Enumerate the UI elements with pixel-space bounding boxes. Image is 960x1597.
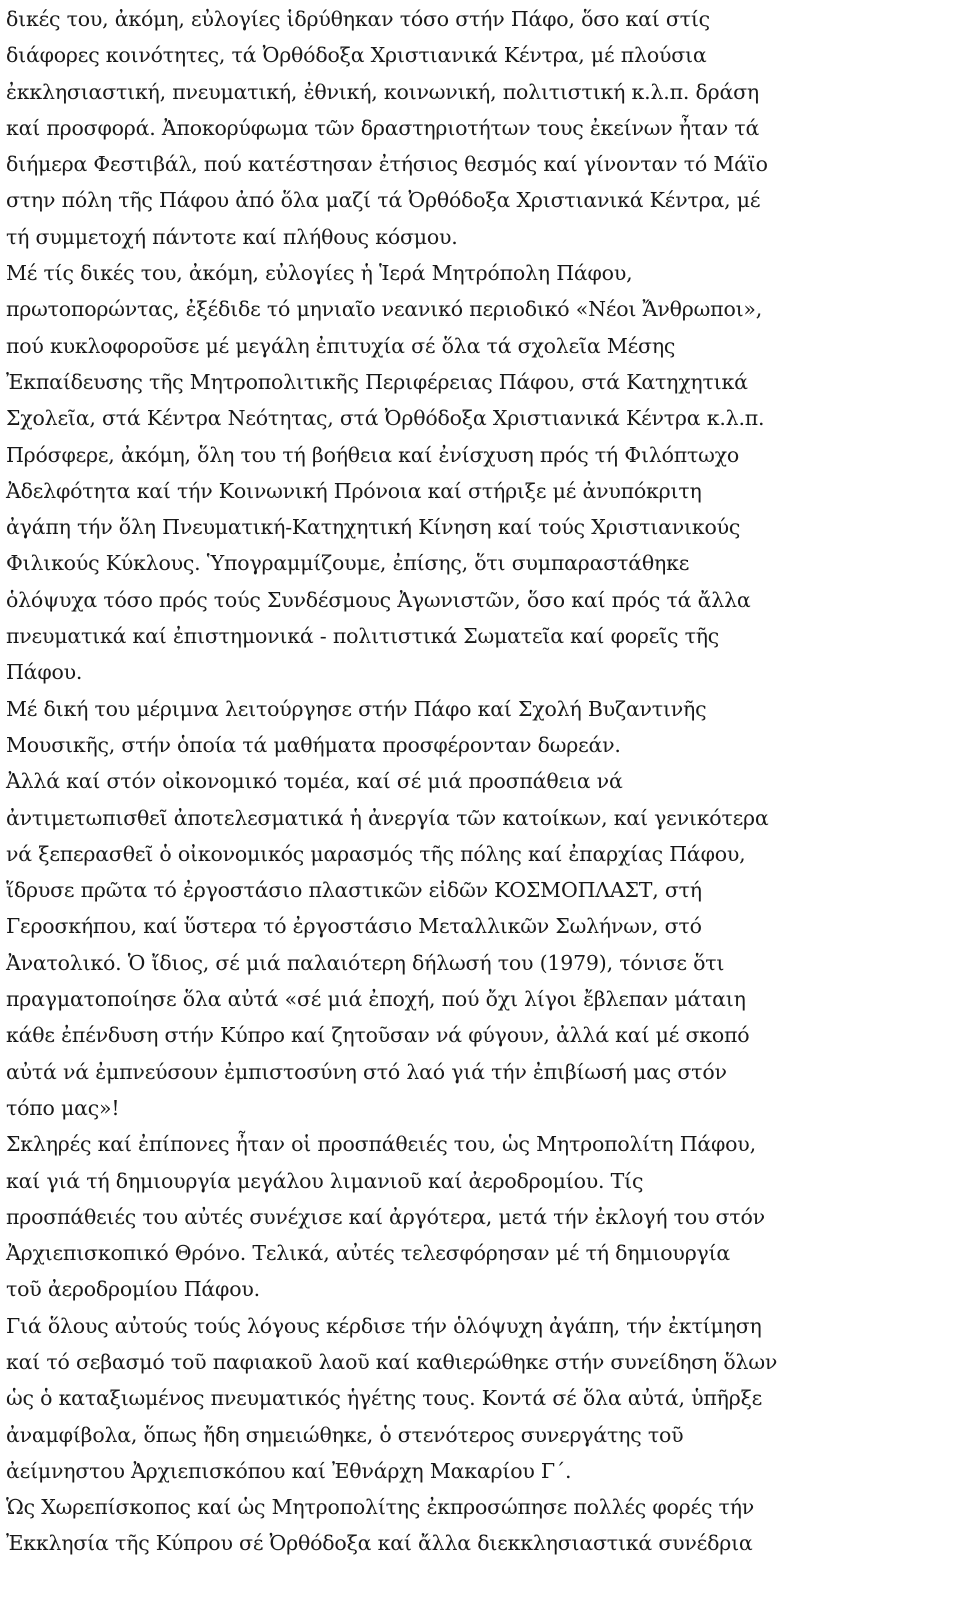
text-line: ὡς ὁ καταξιωμένος πνευματικός ἡγέτης τους. Κοντά σέ ὅλα αὐτά, ὑπῆρξε — [6, 1386, 763, 1411]
text-line: πρωτοπορώντας, ἐξέδιδε τό μηνιαῖο νεανικό περιοδικό «Νέοι Ἄνθρωποι», — [6, 297, 763, 322]
text-line: πού κυκλοφοροῦσε μέ μεγάλη ἐπιτυχία σέ ὅλα τά σχολεῖα Μέσης — [6, 333, 676, 358]
text-line: πνευματικά καί ἐπιστημονικά - πολιτιστικά Σωματεῖα καί φορεῖς τῆς — [6, 624, 720, 649]
document-body-text — [6, 1, 956, 1562]
text-line: Μέ δική του μέριμνα λειτούργησε στήν Πάφο καί Σχολή Βυζαντινῆς — [6, 696, 707, 721]
text-line: τοῦ ἀεροδρομίου Πάφου. — [6, 1277, 260, 1302]
text-line: αὐτά νά ἐμπνεύσουν ἐμπιστοσύνη στό λαό γιά τήν ἐπιβίωσή μας στόν — [6, 1059, 727, 1084]
text-line: Πάφου. — [6, 660, 83, 685]
text-line: καί προσφορά. Ἀποκορύφωμα τῶν δραστηριοτήτων τους ἐκείνων ἦταν τά — [6, 115, 760, 140]
text-line: διάφορες κοινότητες, τά Ὀρθόδοξα Χριστιανικά Κέντρα, μέ πλούσια — [6, 43, 707, 68]
text-line: Ἀλλά καί στόν οἰκονομικό τομέα, καί σέ μιά προσπάθεια νά — [6, 769, 623, 794]
text-line: ἀντιμετωπισθεῖ ἀποτελεσματικά ἡ ἀνεργία τῶν κατοίκων, καί γενικότερα — [6, 805, 769, 830]
text-line: ὁλόψυχα τόσο πρός τούς Συνδέσμους Ἀγωνιστῶν, ὅσο καί πρός τά ἄλλα — [6, 587, 751, 612]
text-line: στην πόλη τῆς Πάφου ἀπό ὅλα μαζί τά Ὀρθόδοξα Χριστιανικά Κέντρα, μέ — [6, 188, 761, 213]
text-line: Σκληρές καί ἐπίπονες ἦταν οἱ προσπάθειές του, ὡς Μητροπολίτη Πάφου, — [6, 1132, 756, 1157]
text-line: ἀείμνηστου Ἀρχιεπισκόπου καί Ἐθνάρχη Μακαρίου Γ΄. — [6, 1458, 572, 1483]
text-line: Ἀνατολικό. Ὁ ἴδιος, σέ μιά παλαιότερη δήλωσή του (1979), τόνισε ὅτι — [6, 950, 725, 975]
text-line: τόπο μας»! — [6, 1095, 120, 1120]
text-line: ἵδρυσε πρῶτα τό ἐργοστάσιο πλαστικῶν εἰδῶν ΚΟΣΜΟΠΛΑΣΤ, στή — [6, 878, 702, 903]
text-line: κάθε ἐπένδυση στήν Κύπρο καί ζητοῦσαν νά φύγουν, ἀλλά καί μέ σκοπό — [6, 1023, 750, 1048]
text-line: δικές του, ἀκόμη, εὐλογίες ἱδρύθηκαν τόσο στήν Πάφο, ὅσο καί στίς — [6, 7, 710, 31]
text-line: Φιλικούς Κύκλους. Ὑπογραμμίζουμε, ἐπίσης, ὅτι συμπαραστάθηκε — [6, 551, 690, 576]
text-line: νά ξεπερασθεῖ ὁ οἰκονομικός μαρασμός τῆς πόλης καί ἐπαρχίας Πάφου, — [6, 841, 746, 866]
text-line: ἐκκλησιαστική, πνευματική, ἐθνική, κοινωνική, πολιτιστική κ.λ.π. δράση — [6, 79, 759, 104]
text-line: προσπάθειές του αὐτές συνέχισε καί ἀργότερα, μετά τήν ἐκλογή του στόν — [6, 1204, 765, 1229]
text-line: καί γιά τή δημιουργία μεγάλου λιμανιοῦ καί ἀεροδρομίου. Τίς — [6, 1168, 644, 1193]
text-line: Μέ τίς δικές του, ἀκόμη, εὐλογίες ἡ Ἱερά Μητρόπολη Πάφου, — [6, 261, 633, 286]
text-line: καί τό σεβασμό τοῦ παφιακοῦ λαοῦ καί καθιερώθηκε στήν συνείδηση ὅλων — [6, 1349, 778, 1374]
text-line: Ἐκπαίδευσης τῆς Μητροπολιτικῆς Περιφέρειας Πάφου, στά Κατηχητικά — [6, 369, 748, 394]
text-line: Γιά ὅλους αὐτούς τούς λόγους κέρδισε τήν ὁλόψυχη ἀγάπη, τήν ἐκτίμηση — [6, 1313, 762, 1338]
text-line: Σχολεῖα, στά Κέντρα Νεότητας, στά Ὀρθόδοξα Χριστιανικά Κέντρα κ.λ.π. — [6, 406, 765, 431]
text-line: ἀναμφίβολα, ὅπως ἤδη σημειώθηκε, ὁ στενότερος συνεργάτης τοῦ — [6, 1422, 684, 1447]
text-line: Ἐκκλησία τῆς Κύπρου σέ Ὀρθόδοξα καί ἄλλα διεκκλησιαστικά συνέδρια — [6, 1531, 753, 1556]
text-line: Ἀρχιεπισκοπικό Θρόνο. Τελικά, αὐτές τελεσφόρησαν μέ τή δημιουργία — [6, 1241, 731, 1266]
text-line: Μουσικῆς, στήν ὁποία τά μαθήματα προσφέρονταν δωρεάν. — [6, 732, 621, 757]
text-line: τή συμμετοχή πάντοτε καί πλήθους κόσμου. — [6, 224, 458, 249]
text-line: Ὡς Χωρεπίσκοπος καί ὡς Μητροπολίτης ἐκπροσώπησε πολλές φορές τήν — [6, 1495, 755, 1520]
text-line: διήμερα Φεστιβάλ, πού κατέστησαν ἐτήσιος θεσμός καί γίνονταν τό Μάϊο — [6, 152, 768, 177]
text-line: ἀγάπη τήν ὅλη Πνευματική-Κατηχητική Κίνηση καί τούς Χριστιανικούς — [6, 515, 741, 540]
text-line: Γεροσκήπου, καί ὕστερα τό ἐργοστάσιο Μεταλλικῶν Σωλήνων, στό — [6, 914, 702, 939]
text-line: πραγματοποίησε ὅλα αὐτά «σέ μιά ἐποχή, πού ὄχι λίγοι ἔβλεπαν μάταιη — [6, 987, 746, 1012]
text-line: Ἀδελφότητα καί τήν Κοινωνική Πρόνοια καί στήριξε μέ ἀνυπόκριτη — [6, 478, 702, 503]
text-line: Πρόσφερε, ἀκόμη, ὅλη του τή βοήθεια καί ἐνίσχυση πρός τή Φιλόπτωχο — [6, 442, 740, 467]
